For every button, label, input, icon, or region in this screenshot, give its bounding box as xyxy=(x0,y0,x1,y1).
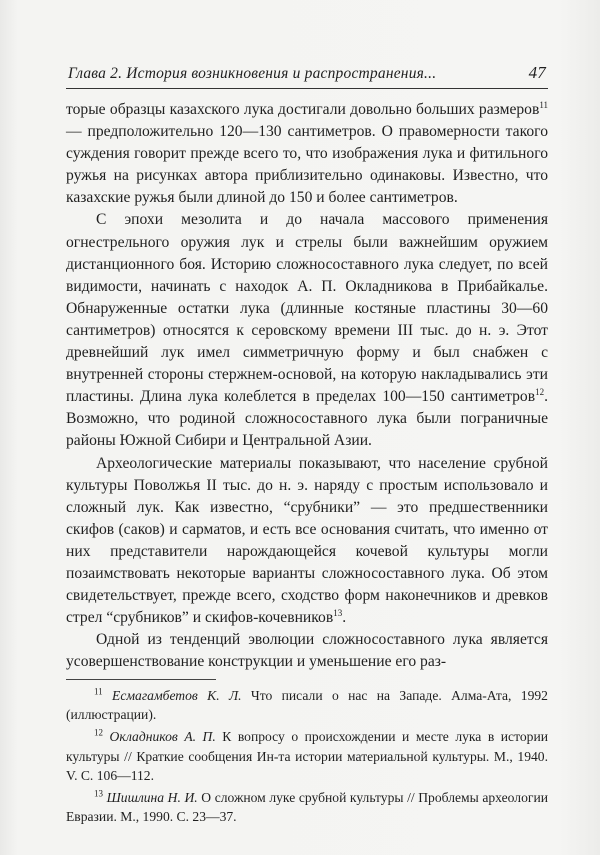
header-rule xyxy=(66,88,548,89)
paragraph xyxy=(66,453,548,630)
footnote-author: Окладников А. П. xyxy=(109,729,216,745)
text-run: торые образцы казахского лука достигали довольно больших размеров xyxy=(66,101,540,118)
footnote xyxy=(66,686,548,724)
footnote-rule xyxy=(66,679,216,680)
footnote-text: О сложном луке срубной культуры // Проблемы археологии Евразии. М., 1990. С. 23—37. xyxy=(66,790,548,825)
footnote-author: Есмагамбетов К. Л. xyxy=(112,688,242,703)
paragraph xyxy=(66,209,548,452)
chapter-title: Глава 2. История возникновения и распространения... xyxy=(68,65,437,82)
body-text xyxy=(66,99,548,673)
footnote-ref: 12 xyxy=(535,387,545,398)
footnote-number: 13 xyxy=(94,788,103,799)
page-number: 47 xyxy=(528,63,546,82)
paragraph xyxy=(66,629,548,673)
text-run: Одной из тенденций эволюции сложносоставного лука является усовершенствование конструкции и уменьшение его раз- xyxy=(66,631,548,671)
footnote-text: К вопросу о происхождении и месте лука в истории культуры // Краткие сообщения Ин-та истории материальной культуры. М., 1940. V. С. 106—112. xyxy=(66,729,548,783)
footnotes xyxy=(66,686,548,829)
footnote-number: 12 xyxy=(94,727,103,738)
footnote-text: Что писали о нас на Западе. Алма-Ата, 1992 (иллюстрации). xyxy=(66,688,548,723)
footnote-author: Шишлина Н. И. xyxy=(106,790,198,806)
paragraph xyxy=(66,99,548,209)
running-head xyxy=(68,63,546,83)
footnote-number: 11 xyxy=(94,686,103,697)
footnote xyxy=(66,788,548,826)
footnote-ref: 13 xyxy=(333,607,343,618)
text-run: . Возможно, что родиной сложносоставного лука были пограничные районы Южной Сибири и Центральной Азии. xyxy=(66,388,548,450)
text-run: С эпохи мезолита и до начала массового применения огнестрельного оружия лук и стрелы были важнейшим оружием дистанционного боя. Историю сложносоставного лука следует, по всей видимости, начинать с находок А. П. Окладникова в Прибайкалье. Обнаруженные остатки лука (длинные костяные пластины 30—60 сантиметров) относятся к серовскому времени III тыс. до н. э. Этот древнейший лук имел симметричную форму и был снабжен с внутренней стороны стержнем-основой, на которую накладывались эти пластины. Длина лука колеблется в пределах 100—150 сантиметров xyxy=(66,211,548,406)
text-run: — предположительно 120—130 сантиметров. О правомерности такого суждения говорит прежде всего то, что изображения лука и фитильного ружья на рисунках автора приблизительно одинаковы. Известно, что казахские ружья были длиной до 150 и более сантиметров. xyxy=(66,123,548,207)
footnote xyxy=(66,727,548,785)
text-run: Археологические материалы показывают, что население срубной культуры Поволжья II тыс. до н. э. наряду с простым использовало и сложный лук. Как известно, “срубники” — это предшественники скифов (саков) и сарматов, и есть все основания считать, что именно от них представители нарождающейся кочевой культуры могли позаимствовать некоторые варианты сложносоставного лука. Об этом свидетельствует, прежде всего, сходство форм наконечников и древков стрел “срубников” и скифов-кочевников xyxy=(66,454,548,627)
text-run: . xyxy=(342,609,347,627)
footnote-ref: 11 xyxy=(539,99,548,110)
